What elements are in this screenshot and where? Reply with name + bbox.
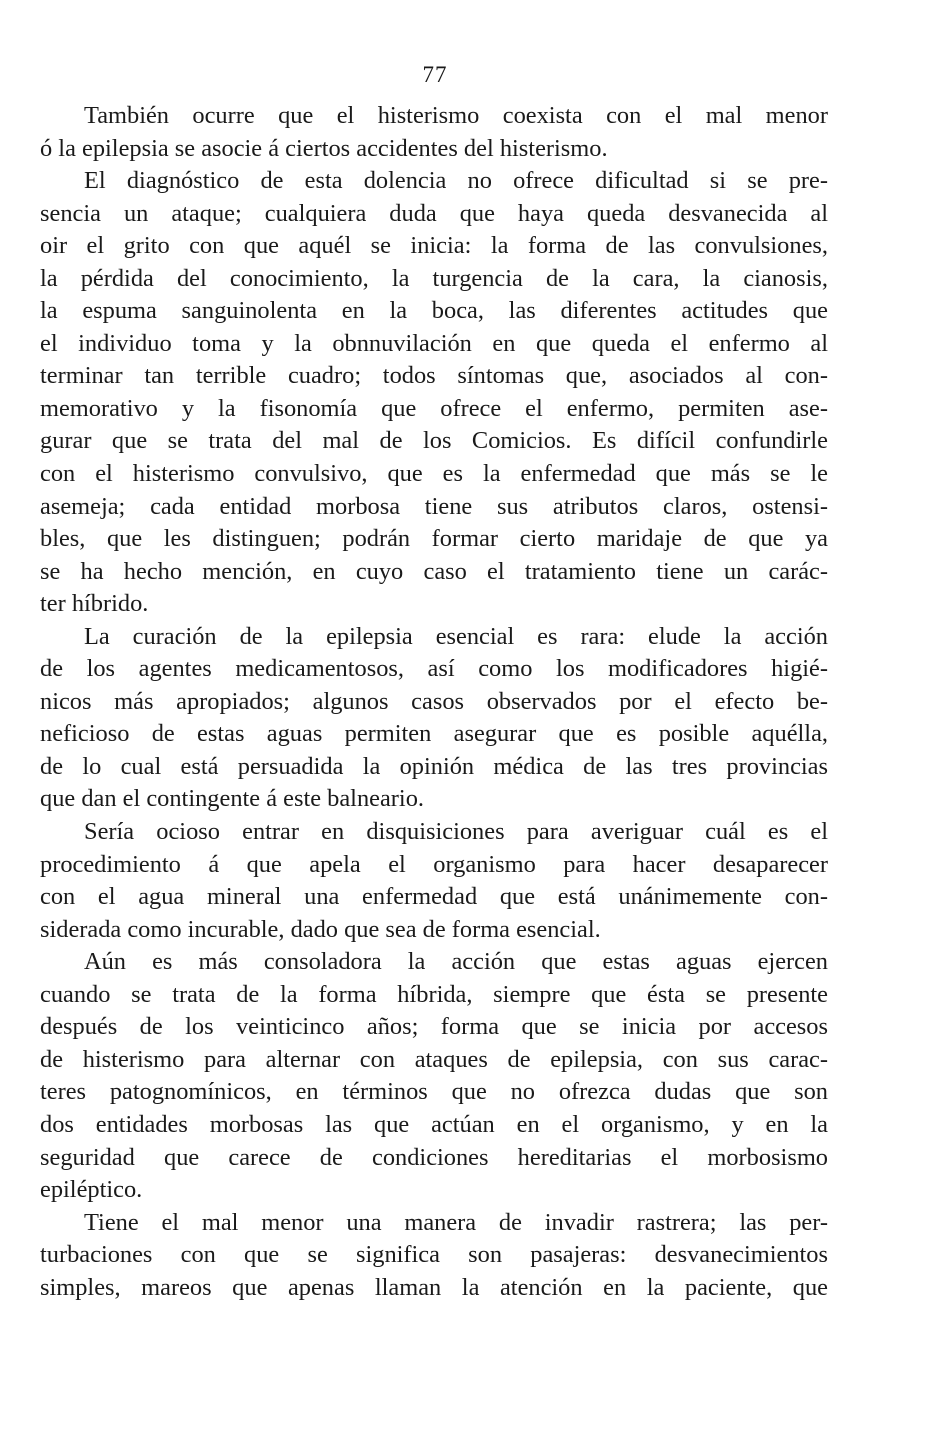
text-line: También ocurre que el histerismo coexista con el mal menor [84, 102, 828, 129]
text-line: Aún es más consoladora la acción que estas aguas ejercen [84, 948, 828, 976]
page-number: 77 [422, 62, 448, 87]
text-line: teres patognomínicos, en términos que no ofrezca dudas que son [40, 1078, 828, 1106]
text-line: epiléptico. [40, 1176, 143, 1204]
text-line: se ha hecho mención, en cuyo caso el tratamiento tiene un carác- [40, 557, 828, 585]
text-line: cuando se trata de la forma híbrida, siempre que ésta se presente [40, 980, 828, 1008]
text-line: turbaciones con que se significa son pasajeras: desvanecimientos [40, 1241, 828, 1269]
text-line: el individuo toma y la obnnuvilación en que queda el enfermo al [40, 329, 828, 357]
text-line: que dan el contingente á este balneario. [40, 785, 424, 813]
text-line: después de los veinticinco años; forma que se inicia por accesos [40, 1013, 828, 1041]
text-line: simples, mareos que apenas llaman la atención en la paciente, que [40, 1273, 828, 1301]
text-line: Sería ocioso entrar en disquisiciones para averiguar cuál es el [84, 818, 828, 846]
text-line: sencia un ataque; cualquiera duda que haya queda desvanecida al [40, 199, 828, 227]
text-line: seguridad que carece de condiciones hereditarias el morbosismo [40, 1143, 828, 1171]
text-line: La curación de la epilepsia esencial es rara: elude la acción [84, 622, 828, 650]
text-line: la pérdida del conocimiento, la turgencia de la cara, la cianosis, [40, 264, 828, 292]
text-line: con el agua mineral una enfermedad que está unánimemente con- [40, 883, 828, 911]
text-line: neficioso de estas aguas permiten asegurar que es posible aquélla, [40, 720, 828, 748]
text-line: ó la epilepsia se asocie á ciertos accidentes del histerismo. [40, 134, 608, 162]
text-line: asemeja; cada entidad morbosa tiene sus atributos claros, ostensi- [40, 492, 828, 520]
text-line: oir el grito con que aquél se inicia: la forma de las convulsiones, [40, 232, 828, 260]
text-line: gurar que se trata del mal de los Comicios. Es difícil confundirle [40, 427, 828, 455]
text-line: siderada como incurable, dado que sea de forma esencial. [40, 915, 601, 943]
text-line: Tiene el mal menor una manera de invadir rastrera; las per- [84, 1208, 828, 1236]
text-line: de histerismo para alternar con ataques de epilepsia, con sus carac- [40, 1045, 828, 1073]
text-line: de lo cual está persuadida la opinión médica de las tres provincias [40, 752, 828, 780]
text-line: con el histerismo convulsivo, que es la enfermedad que más se le [40, 460, 828, 488]
text-line: El diagnóstico de esta dolencia no ofrece dificultad si se pre- [84, 167, 828, 195]
text-line: ter híbrido. [40, 590, 149, 618]
text-line: la espuma sanguinolenta en la boca, las diferentes actitudes que [40, 297, 828, 325]
text-line: terminar tan terrible cuadro; todos síntomas que, asociados al con- [40, 362, 828, 390]
text-line: de los agentes medicamentosos, así como los modificadores higié- [40, 655, 828, 683]
text-line: nicos más apropiados; algunos casos observados por el efecto be- [40, 687, 828, 715]
text-line: memorativo y la fisonomía que ofrece el enfermo, permiten ase- [40, 394, 828, 422]
text-line: dos entidades morbosas las que actúan en el organismo, y en la [40, 1110, 828, 1138]
text-line: bles, que les distinguen; podrán formar cierto maridaje de que ya [40, 525, 828, 553]
body-text [40, 100, 828, 1304]
text-line: procedimiento á que apela el organismo para hacer desaparecer [40, 850, 828, 878]
